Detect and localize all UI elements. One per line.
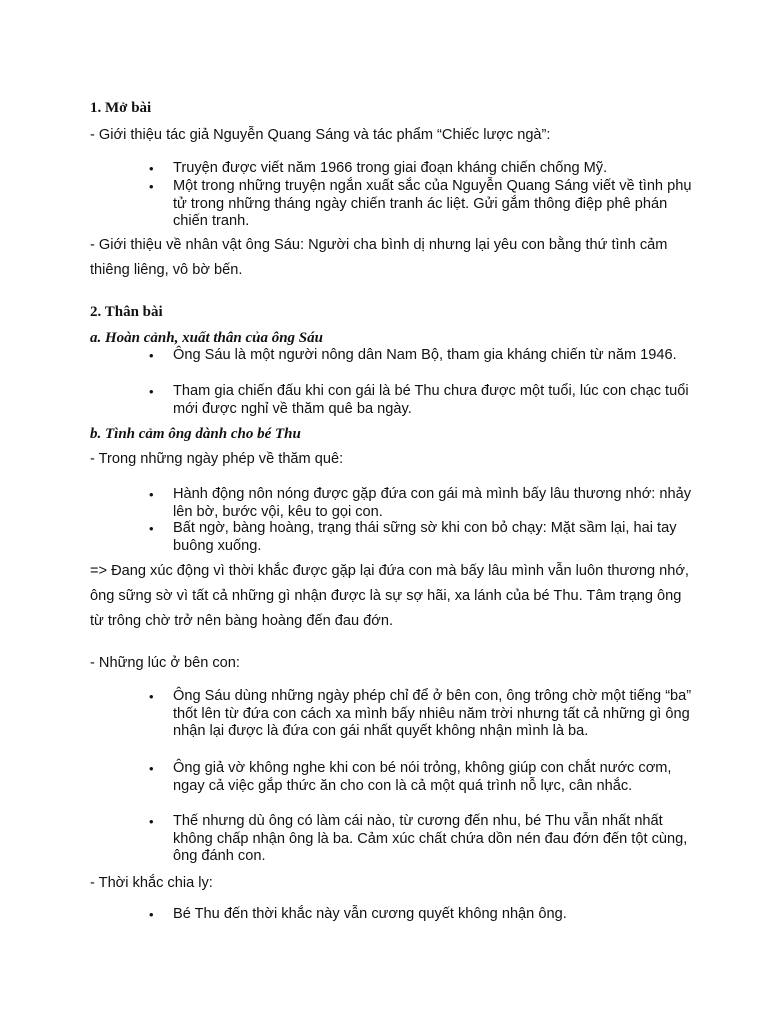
section-1-heading: 1. Mở bài — [90, 100, 152, 116]
list-item: • Ông Sáu dùng những ngày phép chỉ để ở bên con, ông trông chờ một tiếng “ba” thốt lên từ đứa con cách xa mình bấy nhiêu năm trời nhưng tất cả những gì ông nhận lại được là đứa con gái nhất quyết không nhận mình là ba. — [173, 688, 693, 741]
section-1-intro: - Giới thiệu tác giả Nguyễn Quang Sáng và tác phẩm “Chiếc lược ngà”: — [90, 127, 551, 143]
subsection-b-title: b. Tình cảm ông dành cho bé Thu — [90, 426, 301, 442]
list-item: • Truyện được viết năm 1966 trong giai đoạn kháng chiến chống Mỹ. — [173, 160, 693, 178]
list-item: • Ông giả vờ không nghe khi con bé nói trỏng, không giúp con chắt nước cơm, ngay cả việc gắp thức ăn cho con là cả một quá trình nỗ lực, cân nhắc. — [173, 760, 693, 795]
list-item: • Một trong những truyện ngắn xuất sắc của Nguyễn Quang Sáng viết về tình phụ tử trong những tháng ngày chiến tranh ác liệt. Gửi gắm thông điệp phê phán chiến tranh. — [173, 178, 693, 231]
list-item: • Hành động nôn nóng được gặp đứa con gái mà mình bấy lâu thương nhớ: nhảy lên bờ, bước vội, kêu to gọi con. — [173, 486, 693, 521]
farewell-intro: - Thời khắc chia ly: — [90, 875, 213, 891]
subsection-a-title: a. Hoàn cảnh, xuất thân của ông Sáu — [90, 330, 323, 346]
visit-intro: - Trong những ngày phép về thăm quê: — [90, 451, 344, 467]
list-item: • Bất ngờ, bàng hoàng, trạng thái sững sờ khi con bỏ chạy: Mặt sầm lại, hai tay buông xuống. — [173, 520, 693, 555]
list-item: • Thế nhưng dù ông có làm cái nào, từ cương đến nhu, bé Thu vẫn nhất nhất không chấp nhận ông là ba. Cảm xúc chất chứa dồn nén đau đớn đến tột cùng, ông đánh con. — [173, 813, 693, 866]
list-item: • Bé Thu đến thời khắc này vẫn cương quyết không nhận ông. — [173, 906, 693, 924]
conclusion-paragraph: => Đang xúc động vì thời khắc được gặp lại đứa con mà bấy lâu mình vẫn luôn thương nhớ, ông sững sờ vì tất cả những gì nhận được là sự sợ hãi, xa lánh của bé Thu. Tâm trạng ông từ trông chờ trở nên bàng hoàng đến đau đớn. — [90, 563, 689, 629]
character-intro: - Giới thiệu về nhân vật ông Sáu: Người cha bình dị nhưng lại yêu con bằng thứ tình cảm thiêng liêng, vô bờ bến. — [90, 237, 668, 278]
time-with-child-intro: - Những lúc ở bên con: — [90, 655, 240, 671]
list-item: • Tham gia chiến đấu khi con gái là bé Thu chưa được một tuổi, lúc con chạc tuổi mới được nghỉ về thăm quê ba ngày. — [173, 383, 693, 418]
section-2-heading: 2. Thân bài — [90, 304, 163, 320]
list-item: • Ông Sáu là một người nông dân Nam Bộ, tham gia kháng chiến từ năm 1946. — [173, 347, 693, 365]
